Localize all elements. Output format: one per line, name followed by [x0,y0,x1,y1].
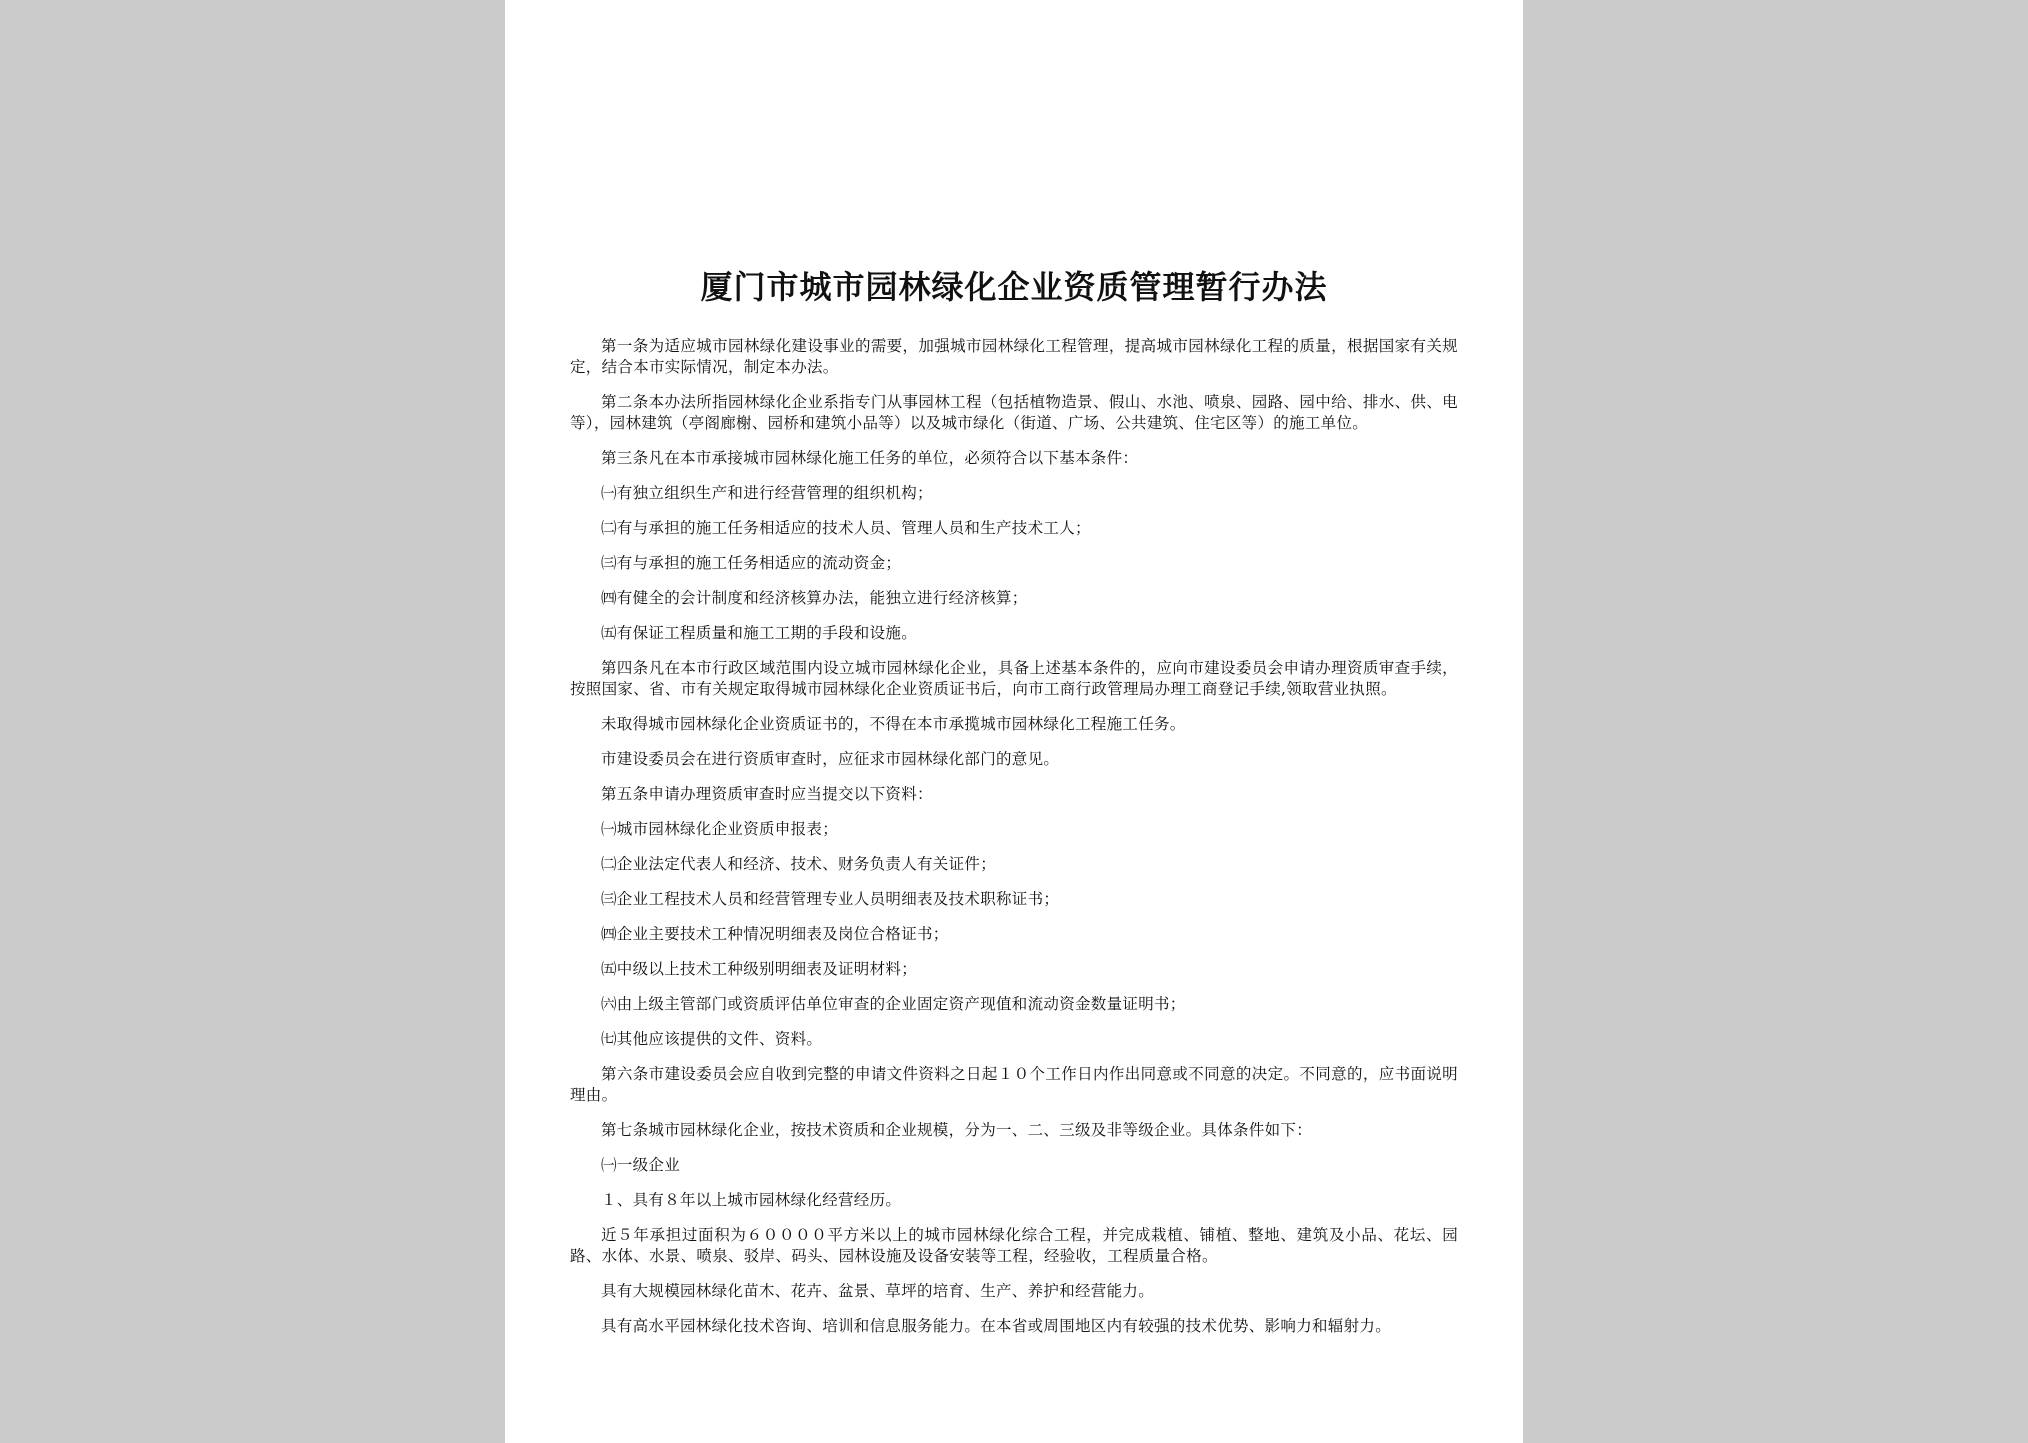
list-item: ㈡企业法定代表人和经济、技术、财务负责人有关证件； [601,855,997,873]
list-item: ㈦其他应该提供的文件、资料。 [601,1030,823,1048]
paragraph-article-2: 第二条本办法所指园林绿化企业系指专门从事园林工程（包括植物造景、假山、水池、喷泉、园路、园中给、排水、供、电等），园林建筑（亭阁廊榭、园桥和建筑小品等）以及城市绿化（街道、广场、公共建筑、住宅区等）的施工单位。 [570,393,1458,432]
list-item: ㈥由上级主管部门或资质评估单位审查的企业固定资产现值和流动资金数量证明书； [601,995,1186,1013]
paragraph-article-4: 第四条凡在本市行政区域范围内设立城市园林绿化企业，具备上述基本条件的，应向市建设委员会申请办理资质审查手续，按照国家、省、市有关规定取得城市园林绿化企业资质证书后，向市工商行政管理局办理工商登记手续,领取营业执照。 [570,659,1458,698]
paragraph: 近５年承担过面积为６００００平方米以上的城市园林绿化综合工程，并完成栽植、铺植、整地、建筑及小品、花坛、园路、水体、水景、喷泉、驳岸、码头、园林设施及设备安装等工程，经验收，工程质量合格。 [570,1226,1458,1265]
list-item: １、具有８年以上城市园林绿化经营经历。 [601,1191,902,1209]
paragraph-article-7: 第七条城市园林绿化企业，按技术资质和企业规模，分为一、二、三级及非等级企业。具体条件如下： [601,1121,1313,1139]
paragraph-article-1: 第一条为适应城市园林绿化建设事业的需要，加强城市园林绿化工程管理，提高城市园林绿化工程的质量，根据国家有关规定，结合本市实际情况，制定本办法。 [570,337,1458,376]
paragraph: 未取得城市园林绿化企业资质证书的，不得在本市承揽城市园林绿化工程施工任务。 [601,715,1186,733]
paragraph-article-3: 第三条凡在本市承接城市园林绿化施工任务的单位，必须符合以下基本条件： [601,449,1139,467]
list-item: ㈠一级企业 [601,1156,681,1174]
document-title: 厦门市城市园林绿化企业资质管理暂行办法 [700,268,1328,306]
document-page [505,0,1523,1443]
paragraph: 具有大规模园林绿化苗木、花卉、盆景、草坪的培育、生产、养护和经营能力。 [601,1282,1155,1300]
document-body [570,336,1458,1351]
list-item: ㈤中级以上技术工种级别明细表及证明材料； [601,960,918,978]
list-item: ㈢有与承担的施工任务相适应的流动资金； [601,554,902,572]
list-item: ㈣企业主要技术工种情况明细表及岗位合格证书； [601,925,949,943]
list-item: ㈠城市园林绿化企业资质申报表； [601,820,839,838]
list-item: ㈢企业工程技术人员和经营管理专业人员明细表及技术职称证书； [601,890,1060,908]
list-item: ㈠有独立组织生产和进行经营管理的组织机构； [601,484,933,502]
paragraph: 具有高水平园林绿化技术咨询、培训和信息服务能力。在本省或周围地区内有较强的技术优势、影响力和辐射力。 [601,1317,1392,1335]
paragraph-article-5: 第五条申请办理资质审查时应当提交以下资料： [601,785,933,803]
paragraph-article-6: 第六条市建设委员会应自收到完整的申请文件资料之日起１０个工作日内作出同意或不同意的决定。不同意的，应书面说明理由。 [570,1065,1458,1104]
paragraph: 市建设委员会在进行资质审查时，应征求市园林绿化部门的意见。 [601,750,1060,768]
list-item: ㈤有保证工程质量和施工工期的手段和设施。 [601,624,918,642]
list-item: ㈣有健全的会计制度和经济核算办法，能独立进行经济核算； [601,589,1028,607]
list-item: ㈡有与承担的施工任务相适应的技术人员、管理人员和生产技术工人； [601,519,1091,537]
